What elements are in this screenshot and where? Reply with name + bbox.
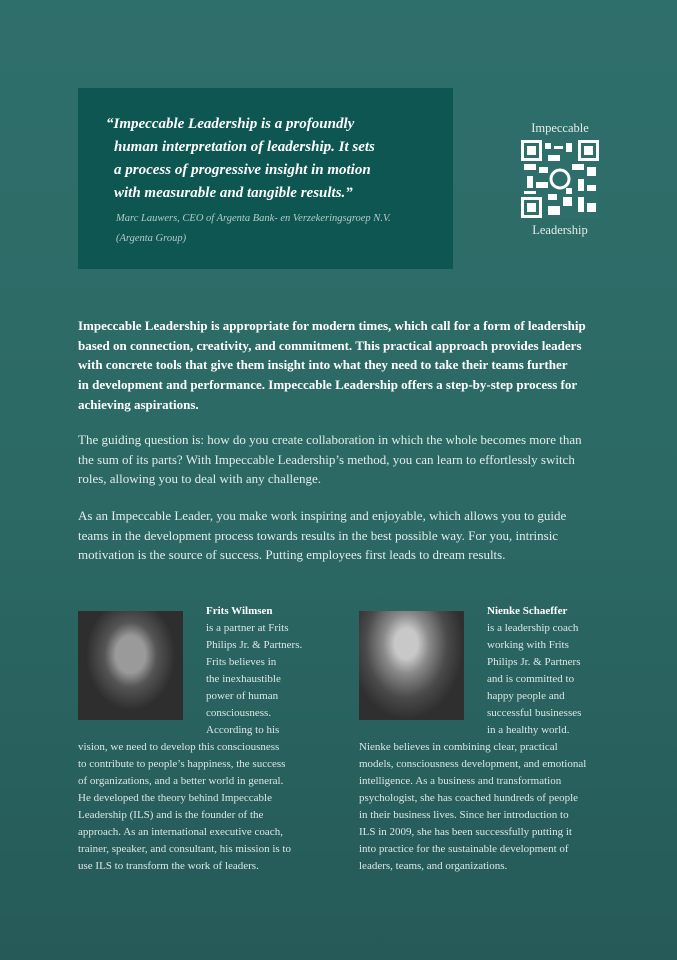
author-bio-line: use ILS to transform the work of leaders. xyxy=(78,860,259,872)
author-bio-line: to contribute to people’s happiness, the success xyxy=(78,758,286,770)
author-bio-line: He developed the theory behind Impeccable xyxy=(78,792,272,804)
author-bio-line: According to his xyxy=(206,724,280,736)
author-bio-line: ILS in 2009, she has been successfully putting it xyxy=(359,826,572,838)
author-bio-line: intelligence. As a business and transformation xyxy=(359,775,562,787)
author-bio-line: Frits believes in xyxy=(206,656,277,668)
author-bio-line: and is committed to xyxy=(487,673,575,685)
author-bio-line: power of human xyxy=(206,690,279,702)
intro-line: in development and performance. Impeccable Leadership offers a step-by-step process for xyxy=(78,377,578,393)
author-bio-line: consciousness. xyxy=(206,707,272,719)
author-bio-line: the inexhaustible xyxy=(206,673,281,685)
author-bio-line: trainer, speaker, and consultant, his mission is to xyxy=(78,843,291,855)
author-bio-line: happy people and xyxy=(487,690,565,702)
author-name: Nienke Schaeffer xyxy=(487,605,568,617)
author-bio-line: in their business lives. Since her introduction to xyxy=(359,809,569,821)
paragraph-line: teams in the development process towards results in the best possible way. For you, intrinsic xyxy=(78,527,559,543)
quote-line: “Impeccable Leadership is a profoundly xyxy=(106,116,355,132)
intro-line: with concrete tools that give them insight into what they need to take their teams further xyxy=(78,357,568,373)
author-bio-line: is a leadership coach xyxy=(487,622,579,634)
intro-line: based on connection, creativity, and commitment. This practical approach provides leaders xyxy=(78,337,582,353)
paragraph-line: roles, allowing you to deal with any challenge. xyxy=(78,471,321,487)
author-bio-line: Philips Jr. & Partners xyxy=(487,656,581,668)
quote-line: a process of progressive insight in motion xyxy=(114,162,371,178)
author-bio-line: psychologist, she has coached hundreds of people xyxy=(359,792,579,804)
paragraph-line: the sum of its parts? With Impeccable Leadership’s method, you can learn to effortlessly switch xyxy=(78,451,575,467)
paragraph-line: motivation is the source of success. Putting employees first leads to dream results. xyxy=(78,547,506,563)
author-bio-line: Nienke believes in combining clear, practical xyxy=(359,741,558,753)
author-photo-frits-wilmsen xyxy=(78,611,183,720)
quote-box xyxy=(78,88,453,269)
quote-line: human interpretation of leadership. It sets xyxy=(114,139,375,155)
qr-bottom-label: Leadership xyxy=(532,223,588,237)
intro-line: achieving aspirations. xyxy=(78,396,199,412)
author-bio-line: in a healthy world. xyxy=(487,724,570,736)
author-bio-line: is a partner at Frits xyxy=(206,622,289,634)
author-bio-line: vision, we need to develop this consciousness xyxy=(78,741,280,753)
quote-attribution: Marc Lauwers, CEO of Argenta Bank- en Verzekeringsgroep N.V. xyxy=(116,213,391,224)
author-photo-nienke-schaeffer xyxy=(359,611,464,720)
author-bio-line: working with Frits xyxy=(487,639,569,651)
author-bio-line: leaders, teams, and organizations. xyxy=(359,860,508,872)
qr-code-icon xyxy=(521,140,599,218)
paragraph-line: The guiding question is: how do you create collaboration in which the whole becomes more than xyxy=(78,432,582,447)
author-bio-line: Philips Jr. & Partners. xyxy=(206,639,303,651)
author-bio-line: models, consciousness development, and emotional xyxy=(359,758,587,770)
quote-attribution: (Argenta Group) xyxy=(116,233,187,244)
author-bio-line: of organizations, and a better world in general. xyxy=(78,775,284,787)
author-bio-line: into practice for the sustainable development of xyxy=(359,843,569,855)
quote-line: with measurable and tangible results.” xyxy=(114,185,353,201)
author-bio-line: Leadership (ILS) and is the founder of the xyxy=(78,809,264,821)
paragraph-line: As an Impeccable Leader, you make work inspiring and enjoyable, which allows you to guide xyxy=(78,508,567,523)
intro-line: Impeccable Leadership is appropriate for modern times, which call for a form of leadership xyxy=(78,318,586,333)
author-bio-line: successful businesses xyxy=(487,707,582,719)
qr-top-label: Impeccable xyxy=(531,121,589,135)
author-bio-line: approach. As an international executive coach, xyxy=(78,826,283,838)
author-name: Frits Wilmsen xyxy=(206,605,273,617)
